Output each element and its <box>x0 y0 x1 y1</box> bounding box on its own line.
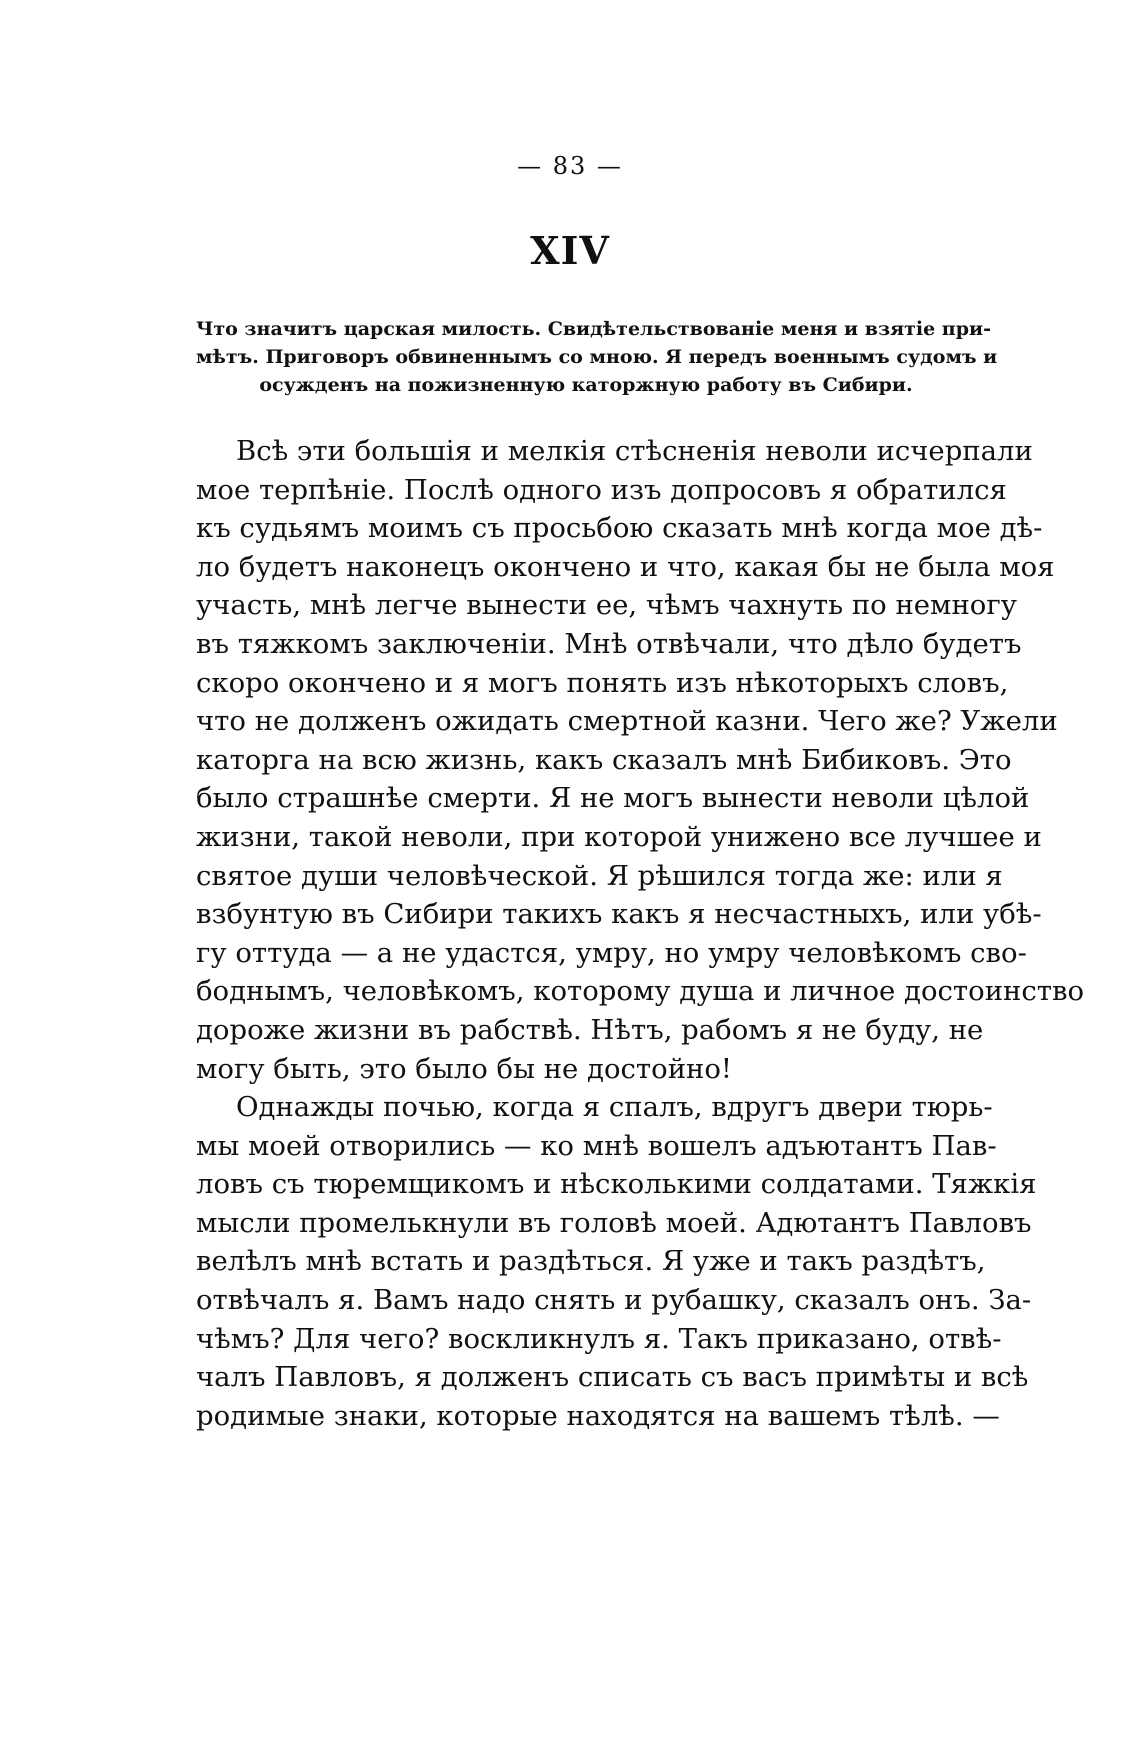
body-text <box>196 432 1085 1435</box>
paragraph-2-line: мысли промелькнули въ головѣ моей. Адютантъ Павловъ <box>196 1206 1032 1239</box>
paragraph-1-line: взбунтую въ Сибири такихъ какъ я несчастныхъ, или убѣ- <box>196 898 1042 931</box>
paragraph-1-line: участь, мнѣ легче вынести ее, чѣмъ чахнуть по немногу <box>196 589 1017 622</box>
summary-line: осужденъ на пожизненную каторжную работу въ Сибири. <box>259 374 913 396</box>
paragraph-1-line: жизни, такой неволи, при которой унижено все лучшее и <box>196 820 1042 853</box>
paragraph-1-line: боднымъ, человѣкомъ, которому душа и личное достоинство <box>196 975 1085 1008</box>
paragraph-2-line: чѣмъ? Для чего? воскликнулъ я. Такъ приказано, отвѣ- <box>196 1322 1002 1355</box>
paragraph-1-line: мое терпѣніе. Послѣ одного изъ допросовъ я обратился <box>196 473 1007 506</box>
chapter-title: XIV <box>530 228 610 273</box>
chapter-summary <box>196 315 998 399</box>
paragraph-1-line: ло будетъ наконецъ окончено и что, какая бы не была моя <box>196 550 1055 583</box>
paragraph-1-line: въ тяжкомъ заключеніи. Мнѣ отвѣчали, что дѣло будетъ <box>196 627 1022 660</box>
paragraph-1-line: дороже жизни въ рабствѣ. Нѣтъ, рабомъ я не буду, не <box>196 1013 984 1046</box>
paragraph-2-line: чалъ Павловъ, я долженъ списать съ васъ примѣты и всѣ <box>196 1361 1029 1394</box>
paragraph-1-line: было страшнѣе смерти. Я не могъ вынести неволи цѣлой <box>196 782 1030 815</box>
paragraph-1-line: святое души человѣческой. Я рѣшился тогда же: или я <box>196 859 1003 892</box>
paragraph-1-line: Всѣ эти большія и мелкія стѣсненія неволи исчерпали <box>236 435 1033 467</box>
paragraph-2-line: ловъ съ тюремщикомъ и нѣсколькими солдатами. Тяжкія <box>196 1168 1037 1201</box>
paragraph-2-line: мы моей отворились — ко мнѣ вошелъ адъютантъ Пав- <box>196 1129 997 1162</box>
summary-line: Что значитъ царская милость. Свидѣтельствованіе меня и взятіе при- <box>196 318 991 340</box>
paragraph-1-line: къ судьямъ моимъ съ просьбою сказать мнѣ когда мое дѣ- <box>196 512 1043 545</box>
paragraph-1-line: гу оттуда — а не удастся, умру, но умру человѣкомъ сво- <box>196 936 1027 969</box>
paragraph-1-line: что не долженъ ожидать смертной казни. Чего же? Ужели <box>196 705 1058 738</box>
paragraph-2-line: Однажды почью, когда я спалъ, вдругъ двери тюрь- <box>236 1091 993 1124</box>
paragraph-2-line: родимые знаки, которые находятся на вашемъ тѣлѣ. — <box>196 1399 1000 1432</box>
paragraph-2-line: отвѣчалъ я. Вамъ надо снять и рубашку, сказалъ онъ. За- <box>196 1284 1032 1317</box>
paragraph-1-line: скоро окончено и я могъ понять изъ нѣкоторыхъ словъ, <box>196 666 1009 699</box>
paragraph-2-line: велѣлъ мнѣ встать и раздѣться. Я уже и такъ раздѣтъ, <box>196 1245 986 1278</box>
paragraph-1-line: могу быть, это было бы не достойно! <box>196 1052 732 1085</box>
summary-line: мѣтъ. Приговоръ обвиненнымъ со мною. Я передъ военнымъ судомъ и <box>196 346 998 368</box>
page-number: — 83 — <box>517 152 623 180</box>
paragraph-1-line: каторга на всю жизнь, какъ сказалъ мнѣ Бибиковъ. Это <box>196 743 1012 776</box>
